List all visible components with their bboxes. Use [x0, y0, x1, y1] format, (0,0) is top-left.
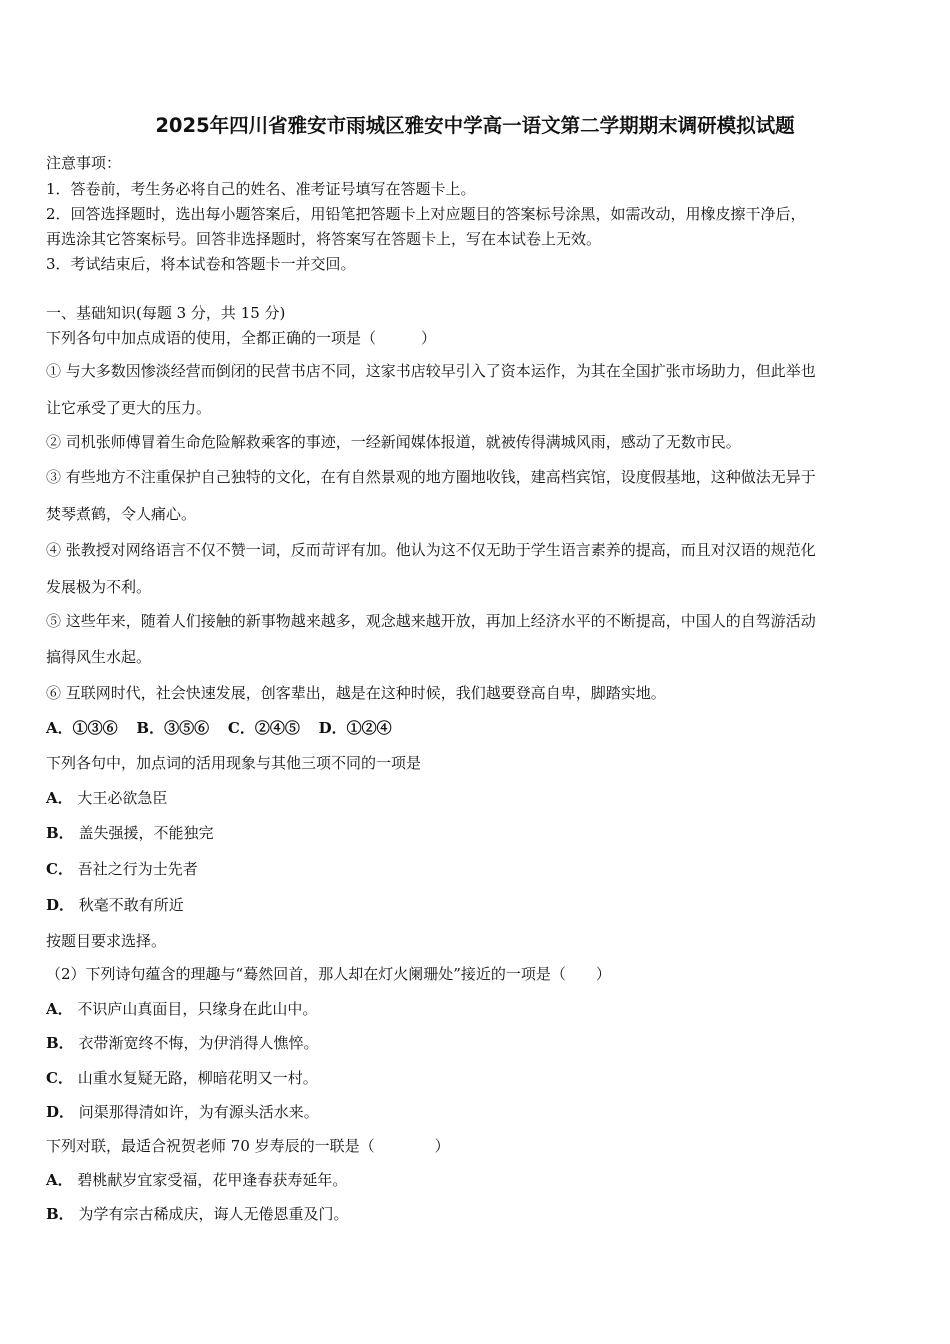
option-a[interactable]: A． 不识庐山真面目，只缘身在此山中。 [46, 1000, 318, 1018]
sentence-1: ① 与大多数因惨淡经营而倒闭的民营书店不同，这家书店较早引入了资本运作，为其在全国扩张市场助力，但此举也 [46, 362, 816, 380]
option-b[interactable]: B． 衣带渐宽终不悔，为伊消得人憔悴。 [46, 1034, 319, 1052]
option-a[interactable]: A．①③⑥ [46, 719, 118, 737]
option-a[interactable]: A． 大王必欲急臣 [46, 789, 168, 807]
question-stem: 下列各句中加点成语的使用，全都正确的一项是（ ） [46, 329, 437, 347]
question-stem: 下列各句中，加点词的活用现象与其他三项不同的一项是 [46, 754, 422, 772]
option-a[interactable]: A． 碧桃献岁宜家受福，花甲逢春获寿延年。 [46, 1171, 348, 1189]
option-c[interactable]: C． 山重水复疑无路，柳暗花明又一村。 [46, 1069, 318, 1087]
question-intro: 按题目要求选择。 [46, 932, 167, 950]
sentence-4: ④ 张教授对网络语言不仅不赞一词，反而苛评有加。他认为这不仅无助于学生语言素养的提高，而且对汉语的规范化 [46, 541, 816, 559]
question-stem: 下列对联，最适合祝贺老师 70 岁寿辰的一联是（ ） [46, 1137, 450, 1155]
sentence-4-cont: 发展极为不利。 [46, 578, 152, 596]
sentence-5-cont: 搞得风生水起。 [46, 648, 152, 666]
question-stem: （2）下列诗句蕴含的理趣与“蓦然回首，那人却在灯火阑珊处”接近的一项是（ ） [46, 965, 611, 983]
option-b[interactable]: B． 盖失强援，不能独完 [46, 824, 214, 842]
sentence-3: ③ 有些地方不注重保护自己独特的文化，在有自然景观的地方圈地收钱，建高档宾馆，设度假基地，这种做法无异于 [46, 468, 816, 486]
answer-options [46, 717, 406, 738]
notice-item: 2．回答选择题时，选出每小题答案后，用铅笔把答题卡上对应题目的答案标号涂黑，如需改动，用橡皮擦干净后， [46, 205, 806, 223]
option-d[interactable]: D． 问渠那得清如许，为有源头活水来。 [46, 1103, 319, 1121]
notice-item: 3．考试结束后，将本试卷和答题卡一并交回。 [46, 255, 356, 273]
notice-item: 再选涂其它答案标号。回答非选择题时，将答案写在答题卡上，写在本试卷上无效。 [46, 230, 602, 248]
notice-item: 1．答卷前，考生务必将自己的姓名、准考证号填写在答题卡上。 [46, 180, 476, 198]
sentence-3-cont: 焚琴煮鹤，令人痛心。 [46, 505, 197, 523]
notice-heading: 注意事项： [46, 154, 122, 172]
sentence-6: ⑥ 互联网时代，社会快速发展，创客辈出，越是在这种时候，我们越要登高自卑，脚踏实地。 [46, 684, 666, 702]
option-c[interactable]: C． 吾社之行为士先者 [46, 860, 198, 878]
option-d[interactable]: D． 秋毫不敢有所近 [46, 896, 184, 914]
option-b[interactable]: B． 为学有宗古稀成庆，诲人无倦恩重及门。 [46, 1205, 349, 1223]
sentence-2: ② 司机张师傅冒着生命危险解救乘客的事迹，一经新闻媒体报道，就被传得满城风雨，感动了无数市民。 [46, 433, 741, 451]
sentence-5: ⑤ 这些年来，随着人们接触的新事物越来越多，观念越来越开放，再加上经济水平的不断提高，中国人的自驾游活动 [46, 612, 816, 630]
option-d[interactable]: D．①②④ [318, 719, 392, 737]
option-c[interactable]: C．②④⑤ [227, 719, 300, 737]
sentence-1-cont: 让它承受了更大的压力。 [46, 399, 212, 417]
section-heading: 一、基础知识(每题 3 分，共 15 分) [46, 304, 286, 322]
option-b[interactable]: B．③⑤⑥ [136, 719, 210, 737]
page-title: 2025年四川省雅安市雨城区雅安中学高一语文第二学期期末调研模拟试题 [155, 114, 795, 137]
